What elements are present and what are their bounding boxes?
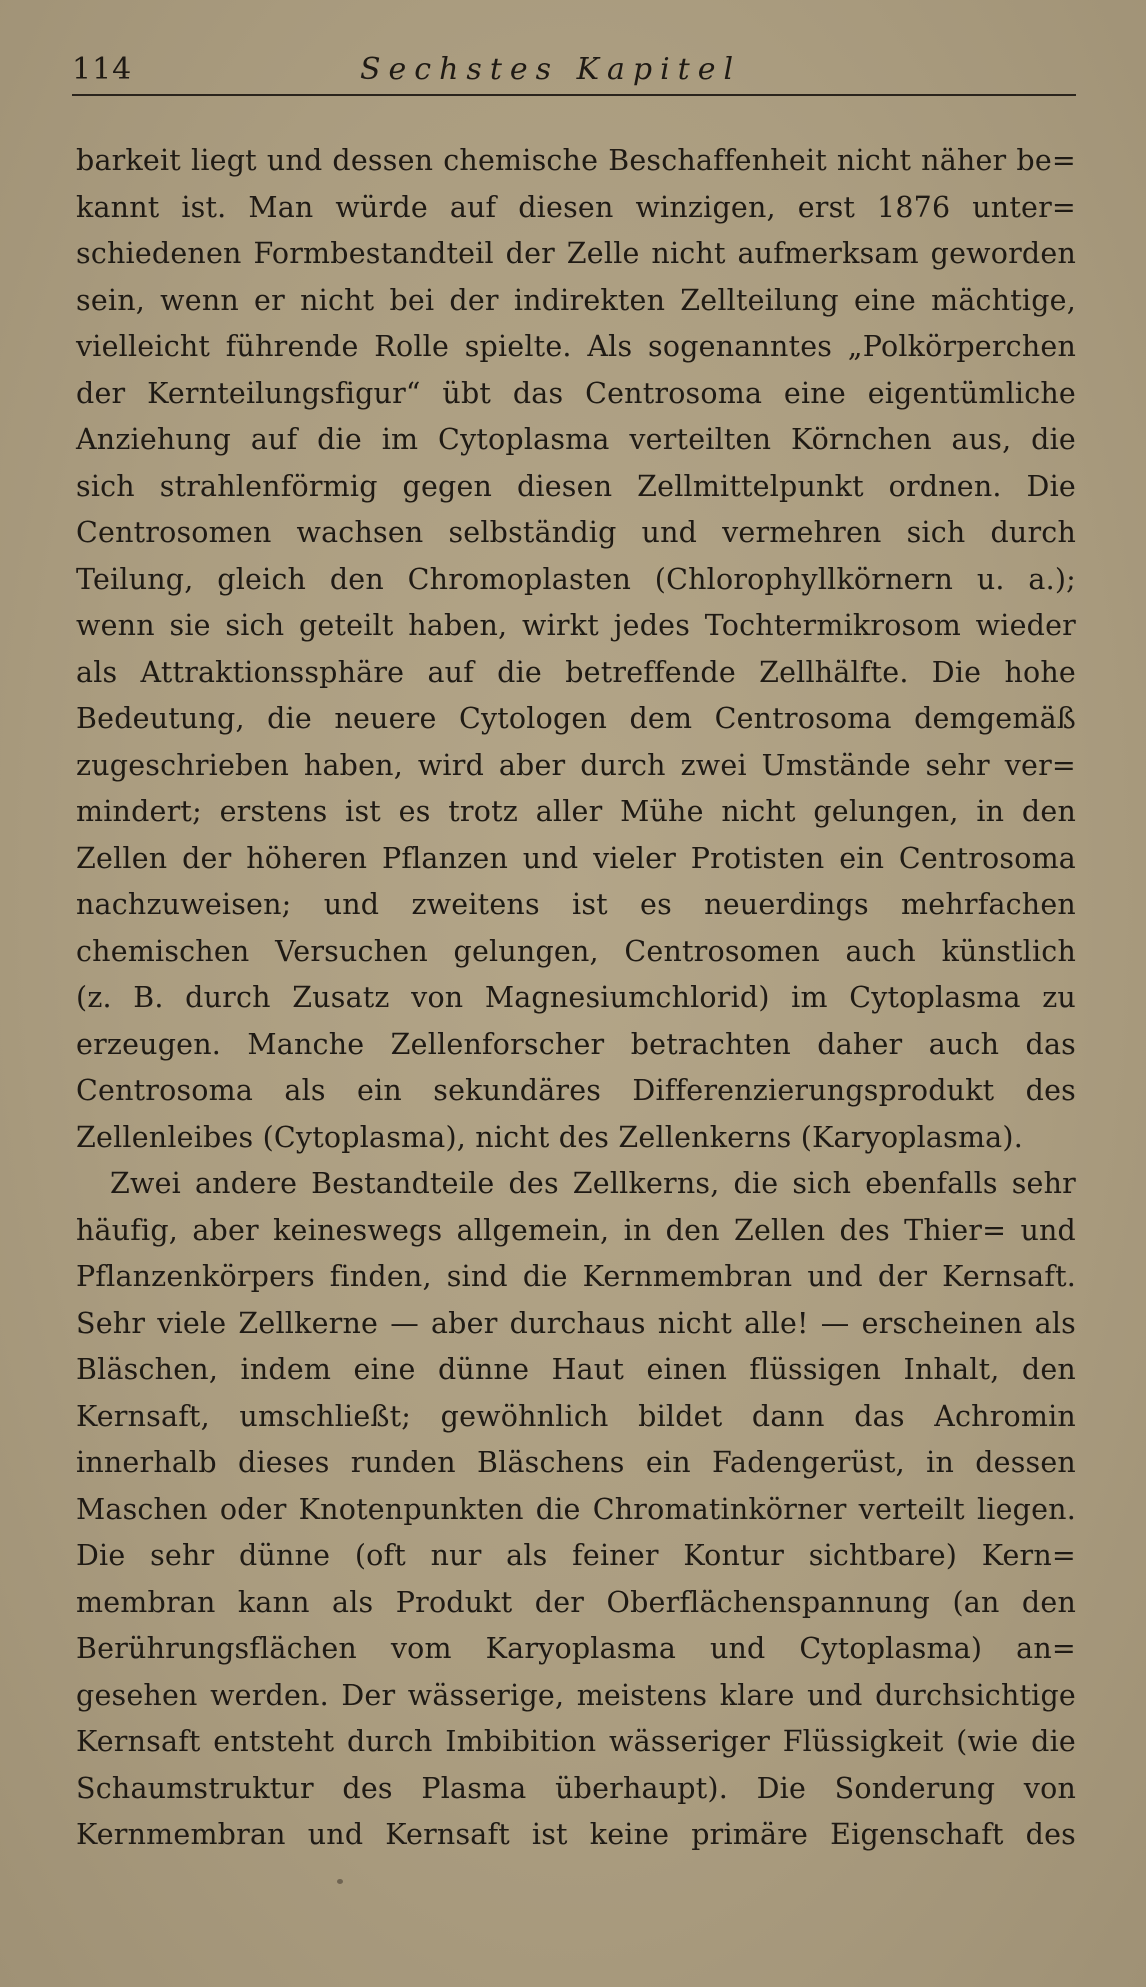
text-line: sich strahlenförmig gegen diesen Zellmittelpunkt ordnen. Die xyxy=(76,469,1076,503)
text-line: Bläschen, indem eine dünne Haut einen flüssigen Inhalt, den xyxy=(76,1353,1076,1386)
header-rule xyxy=(72,94,1076,96)
text-line: Bedeutung, die neuere Cytologen dem Centrosoma demgemäß xyxy=(76,702,1076,735)
text-line: Maschen oder Knotenpunkten die Chromatinkörner verteilt liegen. xyxy=(76,1492,1076,1526)
paper-speck xyxy=(337,1879,343,1884)
text-line: Zellenleibes (Cytoplasma), nicht des Zellenkerns (Karyoplasma). xyxy=(76,1120,1023,1154)
text-line: membran kann als Produkt der Oberflächenspannung (an den xyxy=(76,1585,1076,1619)
text-line: (z. B. durch Zusatz von Magnesiumchlorid) im Cytoplasma zu xyxy=(76,981,1076,1014)
text-line: Sehr viele Zellkerne — aber durchaus nicht alle! — erscheinen als xyxy=(76,1306,1076,1340)
text-line: gesehen werden. Der wässerige, meistens klare und durchsichtige xyxy=(76,1678,1076,1712)
text-line: schiedenen Formbestandteil der Zelle nicht aufmerksam geworden xyxy=(76,237,1076,270)
text-line: Centrosomen wachsen selbständig und vermehren sich durch xyxy=(76,516,1076,549)
body-text xyxy=(76,138,1076,1859)
text-line: mindert; erstens ist es trotz aller Mühe nicht gelungen, in den xyxy=(76,795,1076,828)
text-line: Kernsaft, umschließt; gewöhnlich bildet dann das Achromin xyxy=(76,1399,1076,1433)
text-line: nachzuweisen; und zweitens ist es neuerdings mehrfachen xyxy=(76,888,1076,921)
text-line: chemischen Versuchen gelungen, Centrosomen auch künstlich xyxy=(76,934,1076,968)
text-line: Kernmembran und Kernsaft ist keine primäre Eigenschaft des xyxy=(76,1818,1076,1851)
page-header xyxy=(72,48,1076,92)
text-line: häufig, aber keineswegs allgemein, in den Zellen des Thier= und xyxy=(76,1213,1076,1247)
text-line: barkeit liegt und dessen chemische Beschaffenheit nicht näher be= xyxy=(76,144,1076,177)
text-line: innerhalb dieses runden Bläschens ein Fadengerüst, in dessen xyxy=(76,1446,1076,1479)
text-line: wenn sie sich geteilt haben, wirkt jedes Tochtermikrosom wieder xyxy=(76,609,1076,642)
text-line: Centrosoma als ein sekundäres Differenzierungsprodukt des xyxy=(76,1074,1076,1107)
text-line: Kernsaft entsteht durch Imbibition wässeriger Flüssigkeit (wie die xyxy=(76,1725,1076,1758)
paragraph-first-line: Zwei andere Bestandteile des Zellkerns, die sich ebenfalls sehr xyxy=(110,1167,1076,1200)
page-number: 114 xyxy=(72,52,133,87)
text-line: Berührungsflächen vom Karyoplasma und Cytoplasma) an= xyxy=(76,1632,1076,1665)
text-line: zugeschrieben haben, wird aber durch zwei Umstände sehr ver= xyxy=(76,748,1076,782)
text-line: Die sehr dünne (oft nur als feiner Kontur sichtbare) Kern= xyxy=(76,1539,1076,1572)
text-line: Teilung, gleich den Chromoplasten (Chlorophyllkörnern u. a.); xyxy=(76,562,1076,596)
text-line: Pflanzenkörpers finden, sind die Kernmembran und der Kernsaft. xyxy=(76,1260,1076,1293)
text-line: sein, wenn er nicht bei der indirekten Zellteilung eine mächtige, xyxy=(76,283,1076,317)
text-line: als Attraktionssphäre auf die betreffende Zellhälfte. Die hohe xyxy=(76,655,1076,689)
text-line: Anziehung auf die im Cytoplasma verteilten Körnchen aus, die xyxy=(76,423,1076,456)
text-line: kannt ist. Man würde auf diesen winzigen, erst 1876 unter= xyxy=(76,190,1076,224)
text-line: erzeugen. Manche Zellenforscher betrachten daher auch das xyxy=(76,1027,1076,1061)
text-line: Zellen der höheren Pflanzen und vieler Protisten ein Centrosoma xyxy=(76,841,1076,875)
text-line: Schaumstruktur des Plasma überhaupt). Die Sonderung von xyxy=(76,1771,1076,1805)
text-line: der Kernteilungsfigur“ übt das Centrosoma eine eigentümliche xyxy=(76,376,1076,410)
text-line: vielleicht führende Rolle spielte. Als sogenanntes „Polkörperchen xyxy=(76,330,1076,363)
running-head: Sechstes Kapitel xyxy=(360,52,742,87)
